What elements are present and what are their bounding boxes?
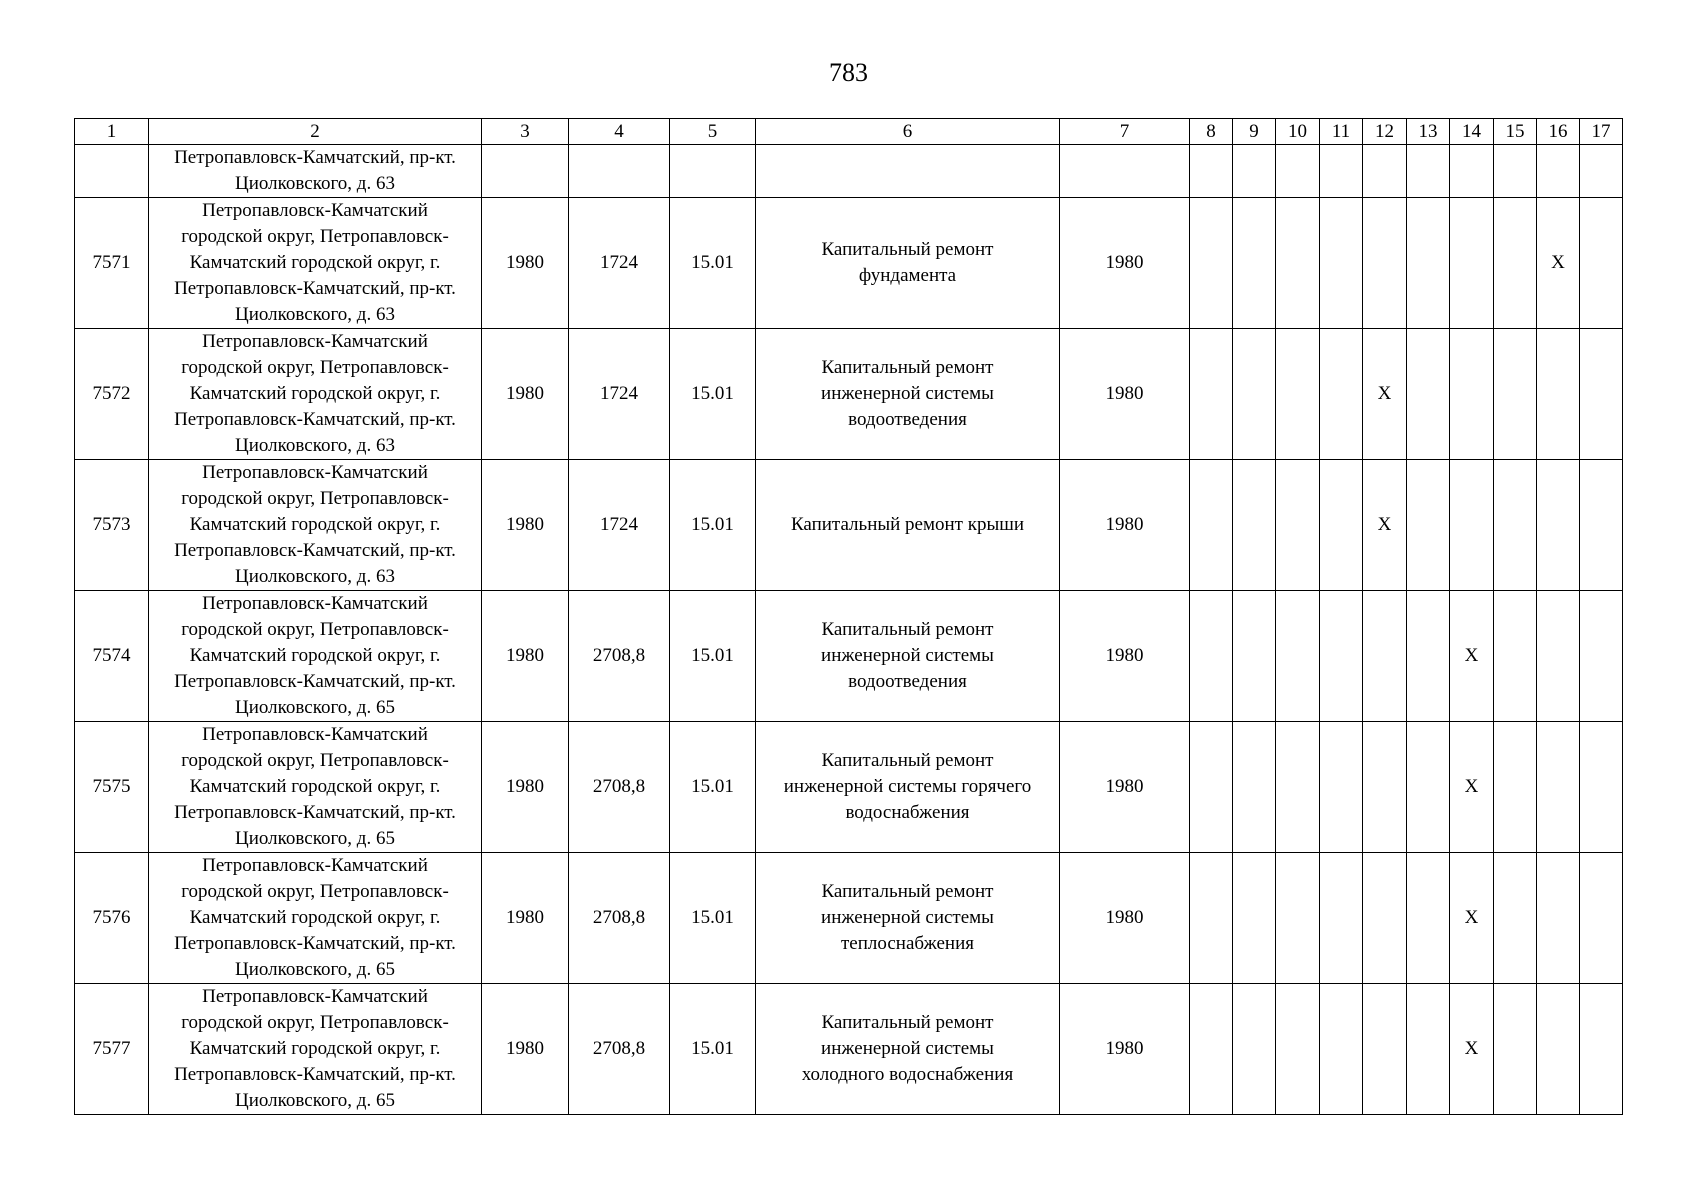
code-cell: 15.01	[670, 722, 756, 853]
mark-cell-col-11	[1320, 329, 1363, 460]
mark-cell-col-8	[1190, 198, 1233, 329]
mark-cell-col-12: X	[1363, 460, 1407, 591]
area-cell: 1724	[569, 329, 670, 460]
column-number-header	[75, 119, 1623, 145]
mark-cell-col-16	[1537, 591, 1580, 722]
mark-cell-col-16: X	[1537, 198, 1580, 329]
planned-year-cell: 1980	[1060, 722, 1190, 853]
mark-cell-col-12	[1363, 722, 1407, 853]
year-built-cell: 1980	[482, 722, 569, 853]
code-cell: 15.01	[670, 853, 756, 984]
mark-cell-col-12	[1363, 145, 1407, 198]
mark-cell-col-12	[1363, 591, 1407, 722]
area-cell: 2708,8	[569, 853, 670, 984]
work-type-cell: Капитальный ремонт инженерной системы теплоснабжения	[756, 853, 1060, 984]
table-body	[75, 145, 1623, 1115]
record-number-cell: 7577	[75, 984, 149, 1115]
address-cell: Петропавловск-Камчатский городской округ, Петропавловск- Камчатский городской округ, г. Петропавловск-Камчатский, пр-кт. Циолковского, д. 63	[149, 198, 482, 329]
mark-cell-col-10	[1276, 853, 1320, 984]
mark-cell-col-17	[1580, 591, 1623, 722]
column-header: 14	[1450, 119, 1494, 145]
work-type-cell: Капитальный ремонт крыши	[756, 460, 1060, 591]
mark-cell-col-17	[1580, 198, 1623, 329]
work-type-cell: Капитальный ремонт инженерной системы горячего водоснабжения	[756, 722, 1060, 853]
mark-cell-col-15	[1494, 329, 1537, 460]
code-cell: 15.01	[670, 329, 756, 460]
year-built-cell: 1980	[482, 591, 569, 722]
planned-year-cell: 1980	[1060, 591, 1190, 722]
work-type-cell: Капитальный ремонт инженерной системы холодного водоснабжения	[756, 984, 1060, 1115]
mark-cell-col-11	[1320, 853, 1363, 984]
mark-cell-col-16	[1537, 145, 1580, 198]
mark-cell-col-9	[1233, 591, 1276, 722]
mark-cell-col-11	[1320, 591, 1363, 722]
planned-year-cell: 1980	[1060, 984, 1190, 1115]
mark-cell-col-11	[1320, 722, 1363, 853]
address-cell: Петропавловск-Камчатский городской округ, Петропавловск- Камчатский городской округ, г. Петропавловск-Камчатский, пр-кт. Циолковского, д. 63	[149, 329, 482, 460]
mark-cell-col-10	[1276, 984, 1320, 1115]
mark-cell-col-15	[1494, 145, 1537, 198]
area-cell: 2708,8	[569, 591, 670, 722]
mark-cell-col-10	[1276, 198, 1320, 329]
mark-cell-col-15	[1494, 853, 1537, 984]
column-header: 10	[1276, 119, 1320, 145]
mark-cell-col-8	[1190, 591, 1233, 722]
code-cell: 15.01	[670, 984, 756, 1115]
year-built-cell: 1980	[482, 198, 569, 329]
mark-cell-col-9	[1233, 329, 1276, 460]
work-type-cell: Капитальный ремонт инженерной системы водоотведения	[756, 591, 1060, 722]
record-number-cell: 7571	[75, 198, 149, 329]
mark-cell-col-16	[1537, 853, 1580, 984]
mark-cell-col-14: X	[1450, 853, 1494, 984]
record-number-cell	[75, 145, 149, 198]
mark-cell-col-16	[1537, 984, 1580, 1115]
mark-cell-col-15	[1494, 984, 1537, 1115]
mark-cell-col-13	[1407, 329, 1450, 460]
mark-cell-col-11	[1320, 145, 1363, 198]
work-type-cell: Капитальный ремонт фундамента	[756, 198, 1060, 329]
mark-cell-col-17	[1580, 853, 1623, 984]
year-built-cell: 1980	[482, 329, 569, 460]
column-header: 4	[569, 119, 670, 145]
column-header: 12	[1363, 119, 1407, 145]
code-cell: 15.01	[670, 591, 756, 722]
year-built-cell: 1980	[482, 853, 569, 984]
mark-cell-col-13	[1407, 460, 1450, 591]
work-type-cell: Капитальный ремонт инженерной системы водоотведения	[756, 329, 1060, 460]
mark-cell-col-9	[1233, 460, 1276, 591]
mark-cell-col-9	[1233, 198, 1276, 329]
address-cell: Петропавловск-Камчатский городской округ, Петропавловск- Камчатский городской округ, г. Петропавловск-Камчатский, пр-кт. Циолковского, д. 65	[149, 984, 482, 1115]
column-header: 17	[1580, 119, 1623, 145]
mark-cell-col-14	[1450, 145, 1494, 198]
code-cell: 15.01	[670, 198, 756, 329]
address-cell: Петропавловск-Камчатский городской округ, Петропавловск- Камчатский городской округ, г. Петропавловск-Камчатский, пр-кт. Циолковского, д. 65	[149, 722, 482, 853]
address-cell: Петропавловск-Камчатский, пр-кт. Циолковского, д. 63	[149, 145, 482, 198]
record-number-cell: 7572	[75, 329, 149, 460]
mark-cell-col-12	[1363, 853, 1407, 984]
mark-cell-col-17	[1580, 329, 1623, 460]
mark-cell-col-12	[1363, 984, 1407, 1115]
mark-cell-col-15	[1494, 460, 1537, 591]
mark-cell-col-15	[1494, 722, 1537, 853]
mark-cell-col-8	[1190, 722, 1233, 853]
year-built-cell: 1980	[482, 460, 569, 591]
mark-cell-col-14: X	[1450, 722, 1494, 853]
mark-cell-col-10	[1276, 722, 1320, 853]
column-header: 5	[670, 119, 756, 145]
mark-cell-col-10	[1276, 329, 1320, 460]
area-cell: 2708,8	[569, 984, 670, 1115]
mark-cell-col-16	[1537, 722, 1580, 853]
address-cell: Петропавловск-Камчатский городской округ, Петропавловск- Камчатский городской округ, г. Петропавловск-Камчатский, пр-кт. Циолковского, д. 65	[149, 591, 482, 722]
column-header: 1	[75, 119, 149, 145]
mark-cell-col-16	[1537, 460, 1580, 591]
area-cell: 2708,8	[569, 722, 670, 853]
work-type-cell	[756, 145, 1060, 198]
record-number-cell: 7575	[75, 722, 149, 853]
mark-cell-col-8	[1190, 984, 1233, 1115]
record-number-cell: 7573	[75, 460, 149, 591]
mark-cell-col-13	[1407, 722, 1450, 853]
mark-cell-col-9	[1233, 145, 1276, 198]
mark-cell-col-13	[1407, 198, 1450, 329]
record-number-cell: 7576	[75, 853, 149, 984]
mark-cell-col-8	[1190, 329, 1233, 460]
mark-cell-col-8	[1190, 145, 1233, 198]
mark-cell-col-9	[1233, 722, 1276, 853]
mark-cell-col-10	[1276, 145, 1320, 198]
mark-cell-col-10	[1276, 591, 1320, 722]
table-row	[75, 145, 1623, 198]
planned-year-cell: 1980	[1060, 329, 1190, 460]
column-header: 13	[1407, 119, 1450, 145]
planned-year-cell	[1060, 145, 1190, 198]
mark-cell-col-14	[1450, 198, 1494, 329]
mark-cell-col-14	[1450, 460, 1494, 591]
column-header: 6	[756, 119, 1060, 145]
mark-cell-col-12: X	[1363, 329, 1407, 460]
year-built-cell	[482, 145, 569, 198]
column-header: 7	[1060, 119, 1190, 145]
mark-cell-col-11	[1320, 460, 1363, 591]
page-number: 783	[829, 58, 868, 87]
area-cell: 1724	[569, 460, 670, 591]
column-header: 15	[1494, 119, 1537, 145]
mark-cell-col-17	[1580, 984, 1623, 1115]
table-row	[75, 460, 1623, 591]
mark-cell-col-9	[1233, 853, 1276, 984]
repair-schedule-table	[74, 118, 1623, 1115]
mark-cell-col-13	[1407, 984, 1450, 1115]
mark-cell-col-13	[1407, 591, 1450, 722]
table-row	[75, 591, 1623, 722]
column-header: 11	[1320, 119, 1363, 145]
column-header: 3	[482, 119, 569, 145]
address-cell: Петропавловск-Камчатский городской округ, Петропавловск- Камчатский городской округ, г. Петропавловск-Камчатский, пр-кт. Циолковского, д. 63	[149, 460, 482, 591]
table-row	[75, 853, 1623, 984]
column-header: 8	[1190, 119, 1233, 145]
record-number-cell: 7574	[75, 591, 149, 722]
area-cell	[569, 145, 670, 198]
mark-cell-col-13	[1407, 853, 1450, 984]
table-row	[75, 198, 1623, 329]
address-cell: Петропавловск-Камчатский городской округ, Петропавловск- Камчатский городской округ, г. Петропавловск-Камчатский, пр-кт. Циолковского, д. 65	[149, 853, 482, 984]
mark-cell-col-17	[1580, 145, 1623, 198]
mark-cell-col-17	[1580, 460, 1623, 591]
mark-cell-col-11	[1320, 198, 1363, 329]
mark-cell-col-9	[1233, 984, 1276, 1115]
mark-cell-col-14: X	[1450, 591, 1494, 722]
year-built-cell: 1980	[482, 984, 569, 1115]
mark-cell-col-12	[1363, 198, 1407, 329]
mark-cell-col-17	[1580, 722, 1623, 853]
table-row	[75, 984, 1623, 1115]
mark-cell-col-15	[1494, 591, 1537, 722]
mark-cell-col-8	[1190, 460, 1233, 591]
planned-year-cell: 1980	[1060, 853, 1190, 984]
mark-cell-col-15	[1494, 198, 1537, 329]
planned-year-cell: 1980	[1060, 198, 1190, 329]
mark-cell-col-16	[1537, 329, 1580, 460]
mark-cell-col-14	[1450, 329, 1494, 460]
mark-cell-col-14: X	[1450, 984, 1494, 1115]
column-header: 9	[1233, 119, 1276, 145]
planned-year-cell: 1980	[1060, 460, 1190, 591]
column-header: 2	[149, 119, 482, 145]
code-cell	[670, 145, 756, 198]
area-cell: 1724	[569, 198, 670, 329]
mark-cell-col-13	[1407, 145, 1450, 198]
mark-cell-col-11	[1320, 984, 1363, 1115]
code-cell: 15.01	[670, 460, 756, 591]
mark-cell-col-10	[1276, 460, 1320, 591]
mark-cell-col-8	[1190, 853, 1233, 984]
table-row	[75, 329, 1623, 460]
column-header: 16	[1537, 119, 1580, 145]
table-row	[75, 722, 1623, 853]
